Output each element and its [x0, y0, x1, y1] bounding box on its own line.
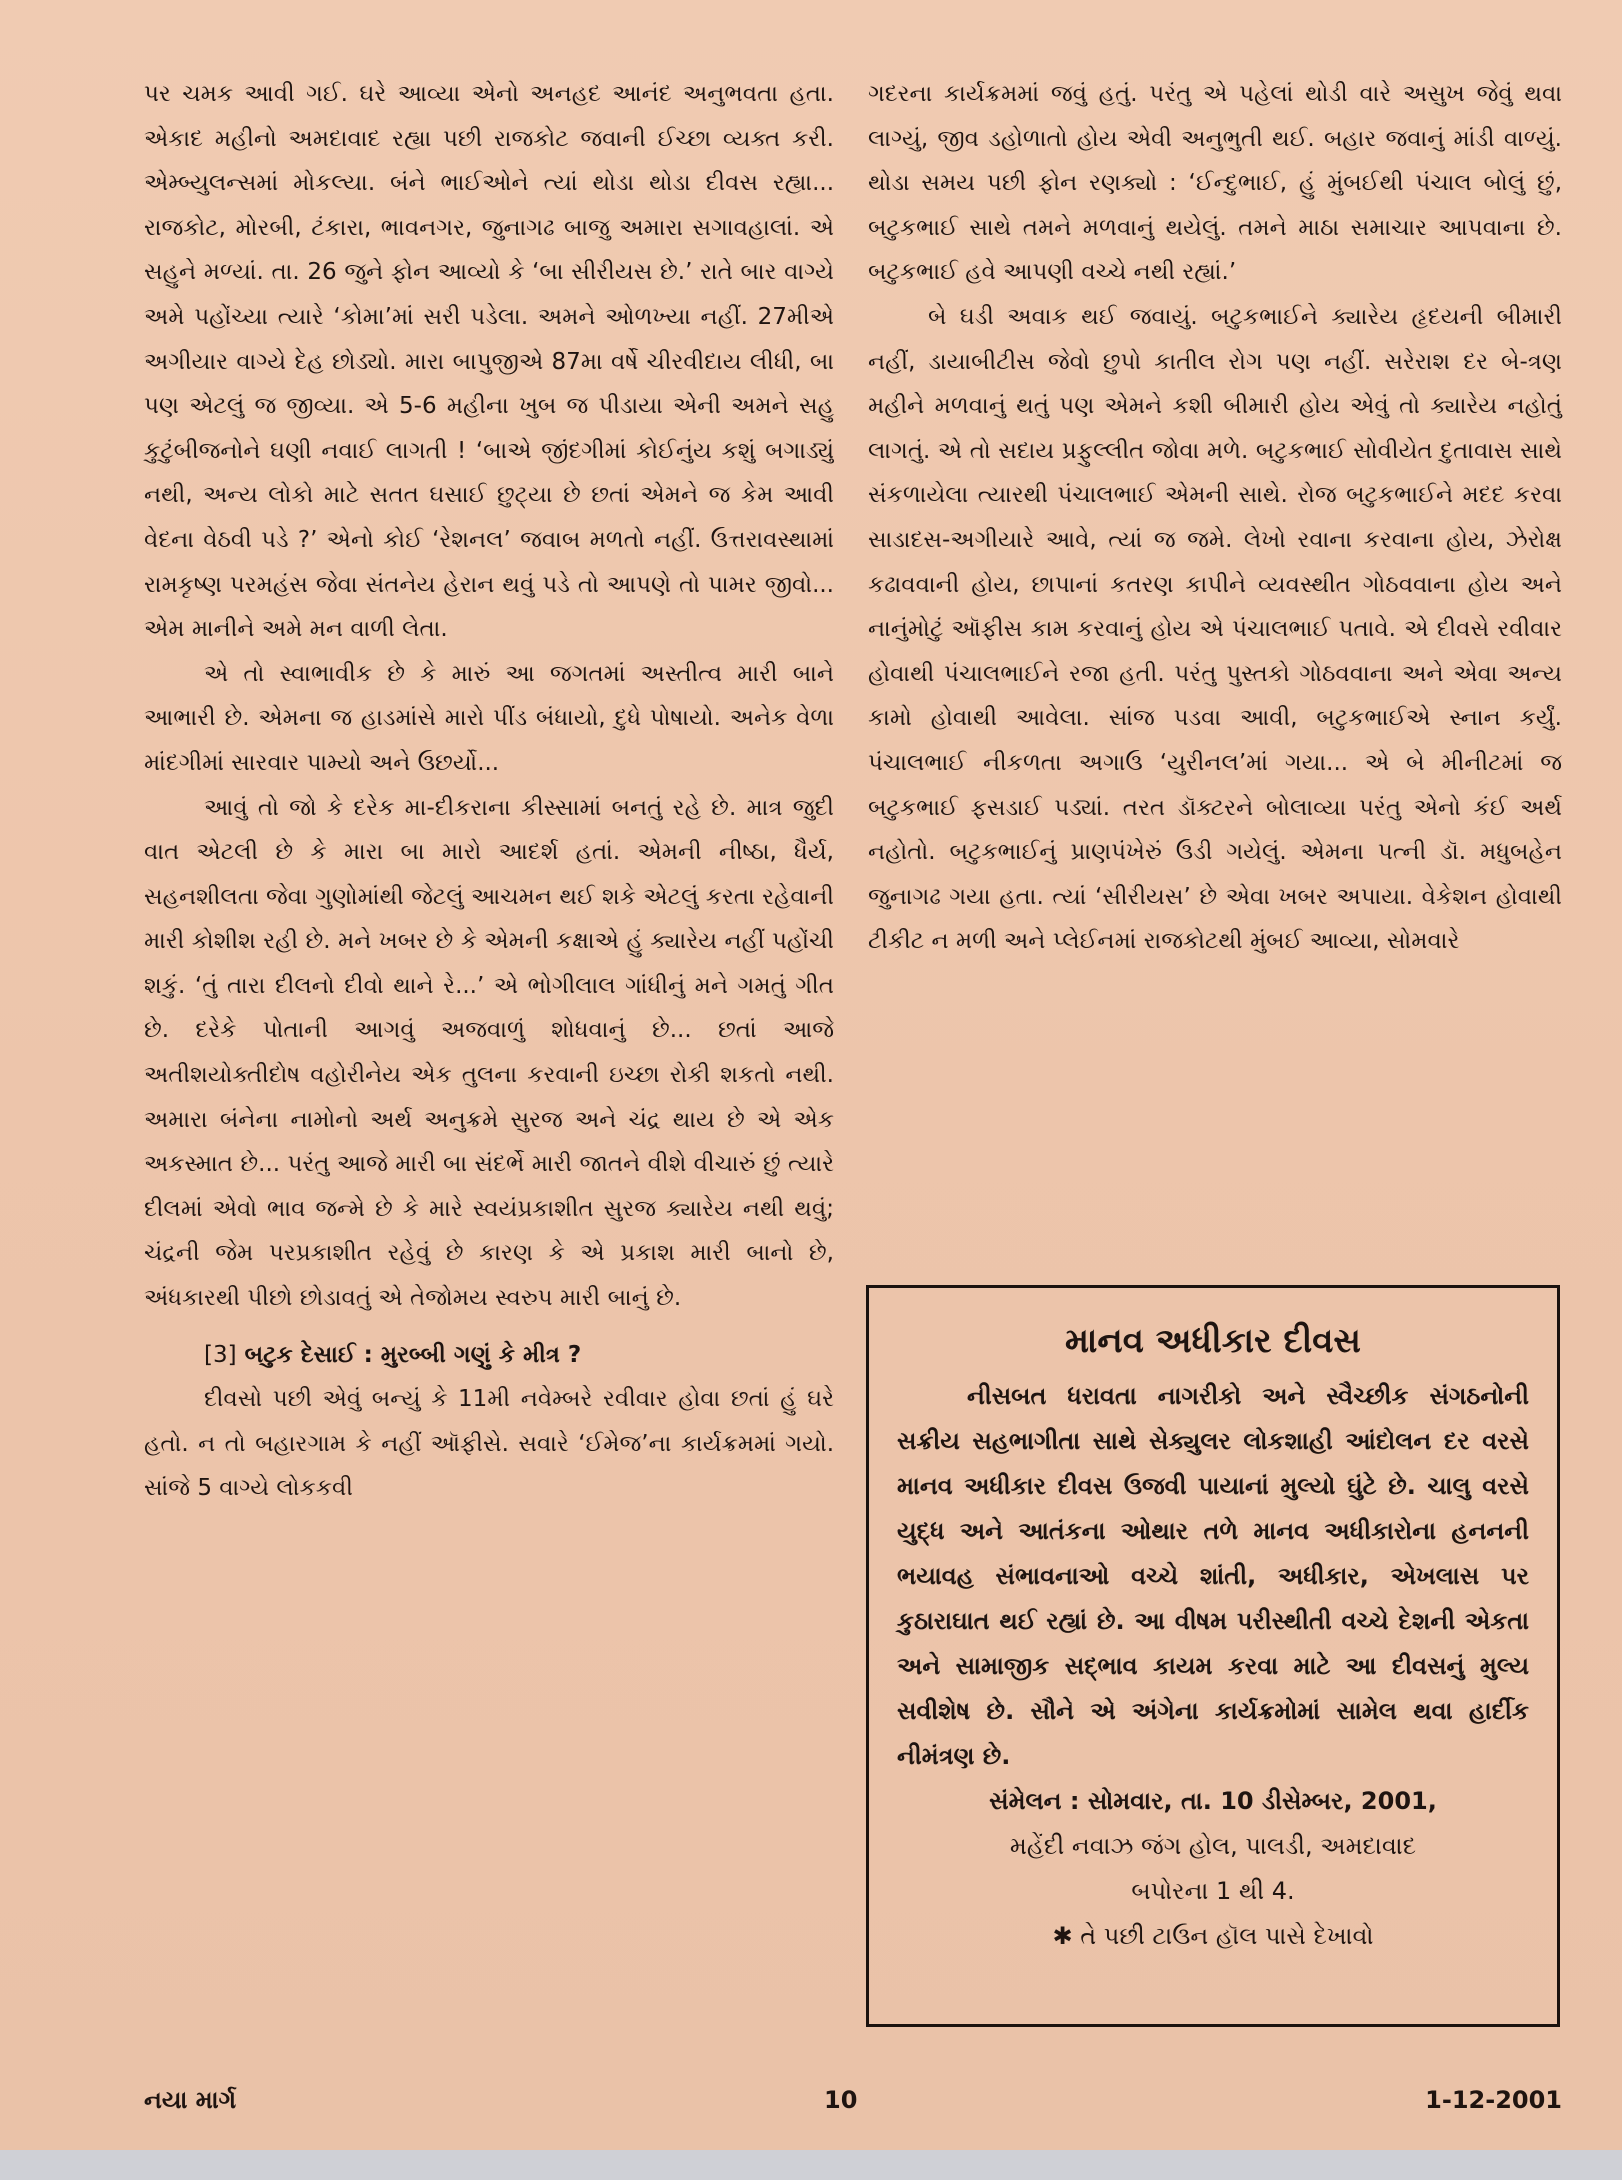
notice-time-line: બપોરના 1 થી 4. [1131, 1877, 1295, 1905]
issue-date: 1-12-2001 [1425, 2086, 1562, 2114]
paragraph: બે ઘડી અવાક થઈ જવાયું. બટુકભાઈને ક્યારેય હૃદયની બીમારી નહીં, ડાયાબીટીસ જેવો છુપો કાતીલ રોગ પણ નહીં. સરેરાશ દર બે-ત્રણ મહીને મળવાનું થતું પણ એમને કશી બીમારી હોય એવું તો ક્યારેય નહોતું લાગતું. એ તો સદાય પ્રફુલ્લીત જોવા મળે. બટુકભાઈ સોવીયેત દુતાવાસ સાથે સંકળાયેલા ત્યારથી પંચાલભાઈ એમની સાથે. રોજ બટુકભાઈને મદદ કરવા સાડાદસ-અગીયારે આવે, ત્યાં જ જમે. લેખો રવાના કરવાના હોય, ઝેરોક્ષ કઢાવવાની હોય, છાપાનાં કતરણ કાપીને વ્યવસ્થીત ગોઠવવાના હોય અને નાનુંમોટું ઑફીસ કામ કરવાનું હોય એ પંચાલભાઈ પતાવે. એ દીવસે રવીવાર હોવાથી પંચાલભાઈને રજા હતી. પરંતુ પુસ્તકો ગોઠવવાના અને એવા અન્ય કામો હોવાથી આવેલા. સાંજ પડવા આવી, બટુકભાઈએ સ્નાન કર્યું. પંચાલભાઈ નીકળતા અગાઉ ‘યુરીનલ’માં ગયા... એ બે મીનીટમાં જ બટુકભાઈ ફસડાઈ પડ્યાં. તરત ડૉક્ટરને બોલાવ્યા પરંતુ એનો કંઈ અર્થ નહોતો. બટુકભાઈનું પ્રાણપંખેરું ઉડી ગયેલું. એમના પત્ની ડૉ. મધુબહેન જુનાગઢ ગયા હતા. ત્યાં ‘સીરીયસ’ છે એવા ખબર અપાયા. વેકેશન હોવાથી ટીકીટ ન મળી અને પ્લેઈનમાં રાજકોટથી મુંબઈ આવ્યા, સોમવારે [868, 303, 1562, 955]
section-heading [144, 1333, 834, 1378]
notice-box [866, 1285, 1560, 2027]
paragraph: પર ચમક આવી ગઈ. ઘરે આવ્યા એનો અનહદ આનંદ અનુભવતા હતા. એકાદ મહીનો અમદાવાદ રહ્યા પછી રાજકોટ જવાની ઈચ્છા વ્યક્ત કરી. એમ્બ્યુલન્સમાં મોકલ્યા. બંને ભાઈઓને ત્યાં થોડા થોડા દીવસ રહ્યા... રાજકોટ, મોરબી, ટંકારા, ભાવનગર, જુનાગઢ બાજુ અમારા સગાવહાલાં. એ સહુને મળ્યાં. તા. 26 જુને ફોન આવ્યો કે ‘બા સીરીયસ છે.’ રાતે બાર વાગ્યે અમે પહોંચ્યા ત્યારે ‘કોમા’માં સરી પડેલા. અમને ઓળખ્યા નહીં. 27મીએ અગીયાર વાગ્યે દેહ છોડ્યો. મારા બાપુજીએ 87મા વર્ષે ચીરવીદાય લીધી, બા પણ એટલું જ જીવ્યા. એ 5-6 મહીના ખુબ જ પીડાયા એની અમને સહુ કુટુંબીજનોને ઘણી નવાઈ લાગતી ! ‘બાએ જીંદગીમાં કોઈનુંય કશું બગાડ્યું નથી, અન્ય લોકો માટે સતત ઘસાઈ છુટ્યા છે છતાં એમને જ કેમ આવી વેદના વેઠવી પડે ?’ એનો કોઈ ‘રેશનલ’ જવાબ મળતો નહીં. ઉત્તરાવસ્થામાં રામકૃષ્ણ પરમહંસ જેવા સંતનેય હેરાન થવું પડે તો આપણે તો પામર જીવો... એમ માનીને અમે મન વાળી લેતા. [144, 81, 834, 643]
page-footer [144, 2086, 1562, 2120]
paragraph: દીવસો પછી એવું બન્યું કે 11મી નવેમ્બરે રવીવાર હોવા છતાં હું ઘરે હતો. ન તો બહારગામ કે નહીં ઑફીસે. સવારે ‘ઈમેજ’ના કાર્યક્રમમાં ગયો. સાંજે 5 વાગ્યે લોકકવી [144, 1386, 834, 1502]
notice-footnote-line: ✱ તે પછી ટાઉન હૉલ પાસે દેખાવો [1052, 1922, 1374, 1950]
notice-body-end: દર વરસે માનવ અધીકાર દીવસ ઉજવી પાયાનાં મુલ્યો ઘુંટે છે. ચાલુ વરસે યુદ્ધ અને આતંકના ઓથાર તળે માનવ અધીકારોના હનનની ભયાવહ સંભાવનાઓ વચ્ચે શાંતી, અધીકાર, એખલાસ પર કુઠારાઘાત થઈ રહ્યાં છે. આ વીષમ પરીસ્થીતી વચ્ચે દેશની એકતા અને સામાજીક સદ્‌ભાવ કાયમ કરવા માટે આ દીવસનું મુલ્ય સવીશેષ છે. સૌને એ અંગેના કાર્યક્રમોમાં સામેલ થવા હાર્દીક નીમંત્રણ છે. [897, 1427, 1529, 1770]
paragraph: એ તો સ્વાભાવીક છે કે મારું આ જગતમાં અસ્તીત્વ મારી બાને આભારી છે. એમના જ હાડમાંસે મારો પીંડ બંધાયો, દુધે પોષાયો. અનેક વેળા માંદગીમાં સારવાર પામ્યો અને ઉછર્યો... [144, 660, 834, 776]
notice-body [897, 1374, 1529, 1779]
paragraph: ગદરના કાર્યક્રમમાં જવું હતું. પરંતુ એ પહેલાં થોડી વારે અસુખ જેવું થવા લાગ્યું, જીવ ડહોળાતો હોય એવી અનુભુતી થઈ. બહાર જવાનું માંડી વાળ્યું. થોડા સમય પછી ફોન રણક્યો : ‘ઈન્દુભાઈ, હું મુંબઈથી પંચાલ બોલું છું, બટુકભાઈ સાથે તમને મળવાનું થયેલું. તમને માઠા સમાચાર આપવાના છે. બટુકભાઈ હવે આપણી વચ્ચે નથી રહ્યાં.’ [868, 81, 1562, 286]
notice-body-emphasis: સેક્યુલર લોકશાહી આંદોલન [1148, 1427, 1432, 1455]
left-column [144, 72, 834, 1511]
notice-title: માનવ અધીકાર દીવસ [1065, 1321, 1361, 1361]
notice-venue-line: મહેંદી નવાઝ જંગ હોલ, પાલડી, અમદાવાદ [1009, 1832, 1417, 1860]
paragraph: આવું તો જો કે દરેક મા-દીકરાના કીસ્સામાં બનતું રહે છે. માત્ર જુદી વાત એટલી છે કે મારા બા મારો આદર્શ હતાં. એમની નીષ્ઠા, ધૈર્ય, સહનશીલતા જેવા ગુણોમાંથી જેટલું આચમન થઈ શકે એટલું કરતા રહેવાની મારી કોશીશ રહી છે. મને ખબર છે કે એમની કક્ષાએ હું ક્યારેય નહીં પહોંચી શકું. ‘તું તારા દીલનો દીવો થાને રે...’ એ ભોગીલાલ ગાંધીનું મને ગમતું ગીત છે. દરેકે પોતાની આગવું અજવાળું શોધવાનું છે... છતાં આજે અતીશયોક્તીદોષ વહોરીનેય એક તુલના કરવાની ઇચ્છા રોકી શકતો નથી. અમારા બંનેના નામોનો અર્થ અનુક્રમે સુરજ અને ચંદ્ર થાય છે એ એક અકસ્માત છે... પરંતુ આજે મારી બા સંદર્ભે મારી જાતને વીશે વીચારું છું ત્યારે દીલમાં એવો ભાવ જન્મે છે કે મારે સ્વયંપ્રકાશીત સુરજ ક્યારેય નથી થવું; ચંદ્રની જેમ પરપ્રકાશીત રહેવું છે કારણ કે એ પ્રકાશ મારી બાનો છે, અંધકારથી પીછો છોડાવતું એ તેજોમય સ્વરુપ મારી બાનું છે. [144, 794, 834, 1312]
notice-event-line: સંમેલન : સોમવાર, તા. 10 ડીસેમ્બર, 2001, [989, 1787, 1437, 1815]
section-title: બટુક દેસાઈ : મુરબ્બી ગણું કે મીત્ર ? [244, 1341, 582, 1368]
notice-body-start: નીસબત ધરાવતા નાગરીકો અને સ્વૈચ્છીક સંગઠનોની સક્રીય સહભાગીતા સાથે [897, 1382, 1529, 1455]
magazine-name: નયા માર્ગ [144, 2086, 237, 2114]
page-number: 10 [824, 2086, 858, 2114]
section-number: [3] [204, 1341, 237, 1368]
scan-edge [0, 2150, 1622, 2180]
right-column [868, 72, 1562, 964]
